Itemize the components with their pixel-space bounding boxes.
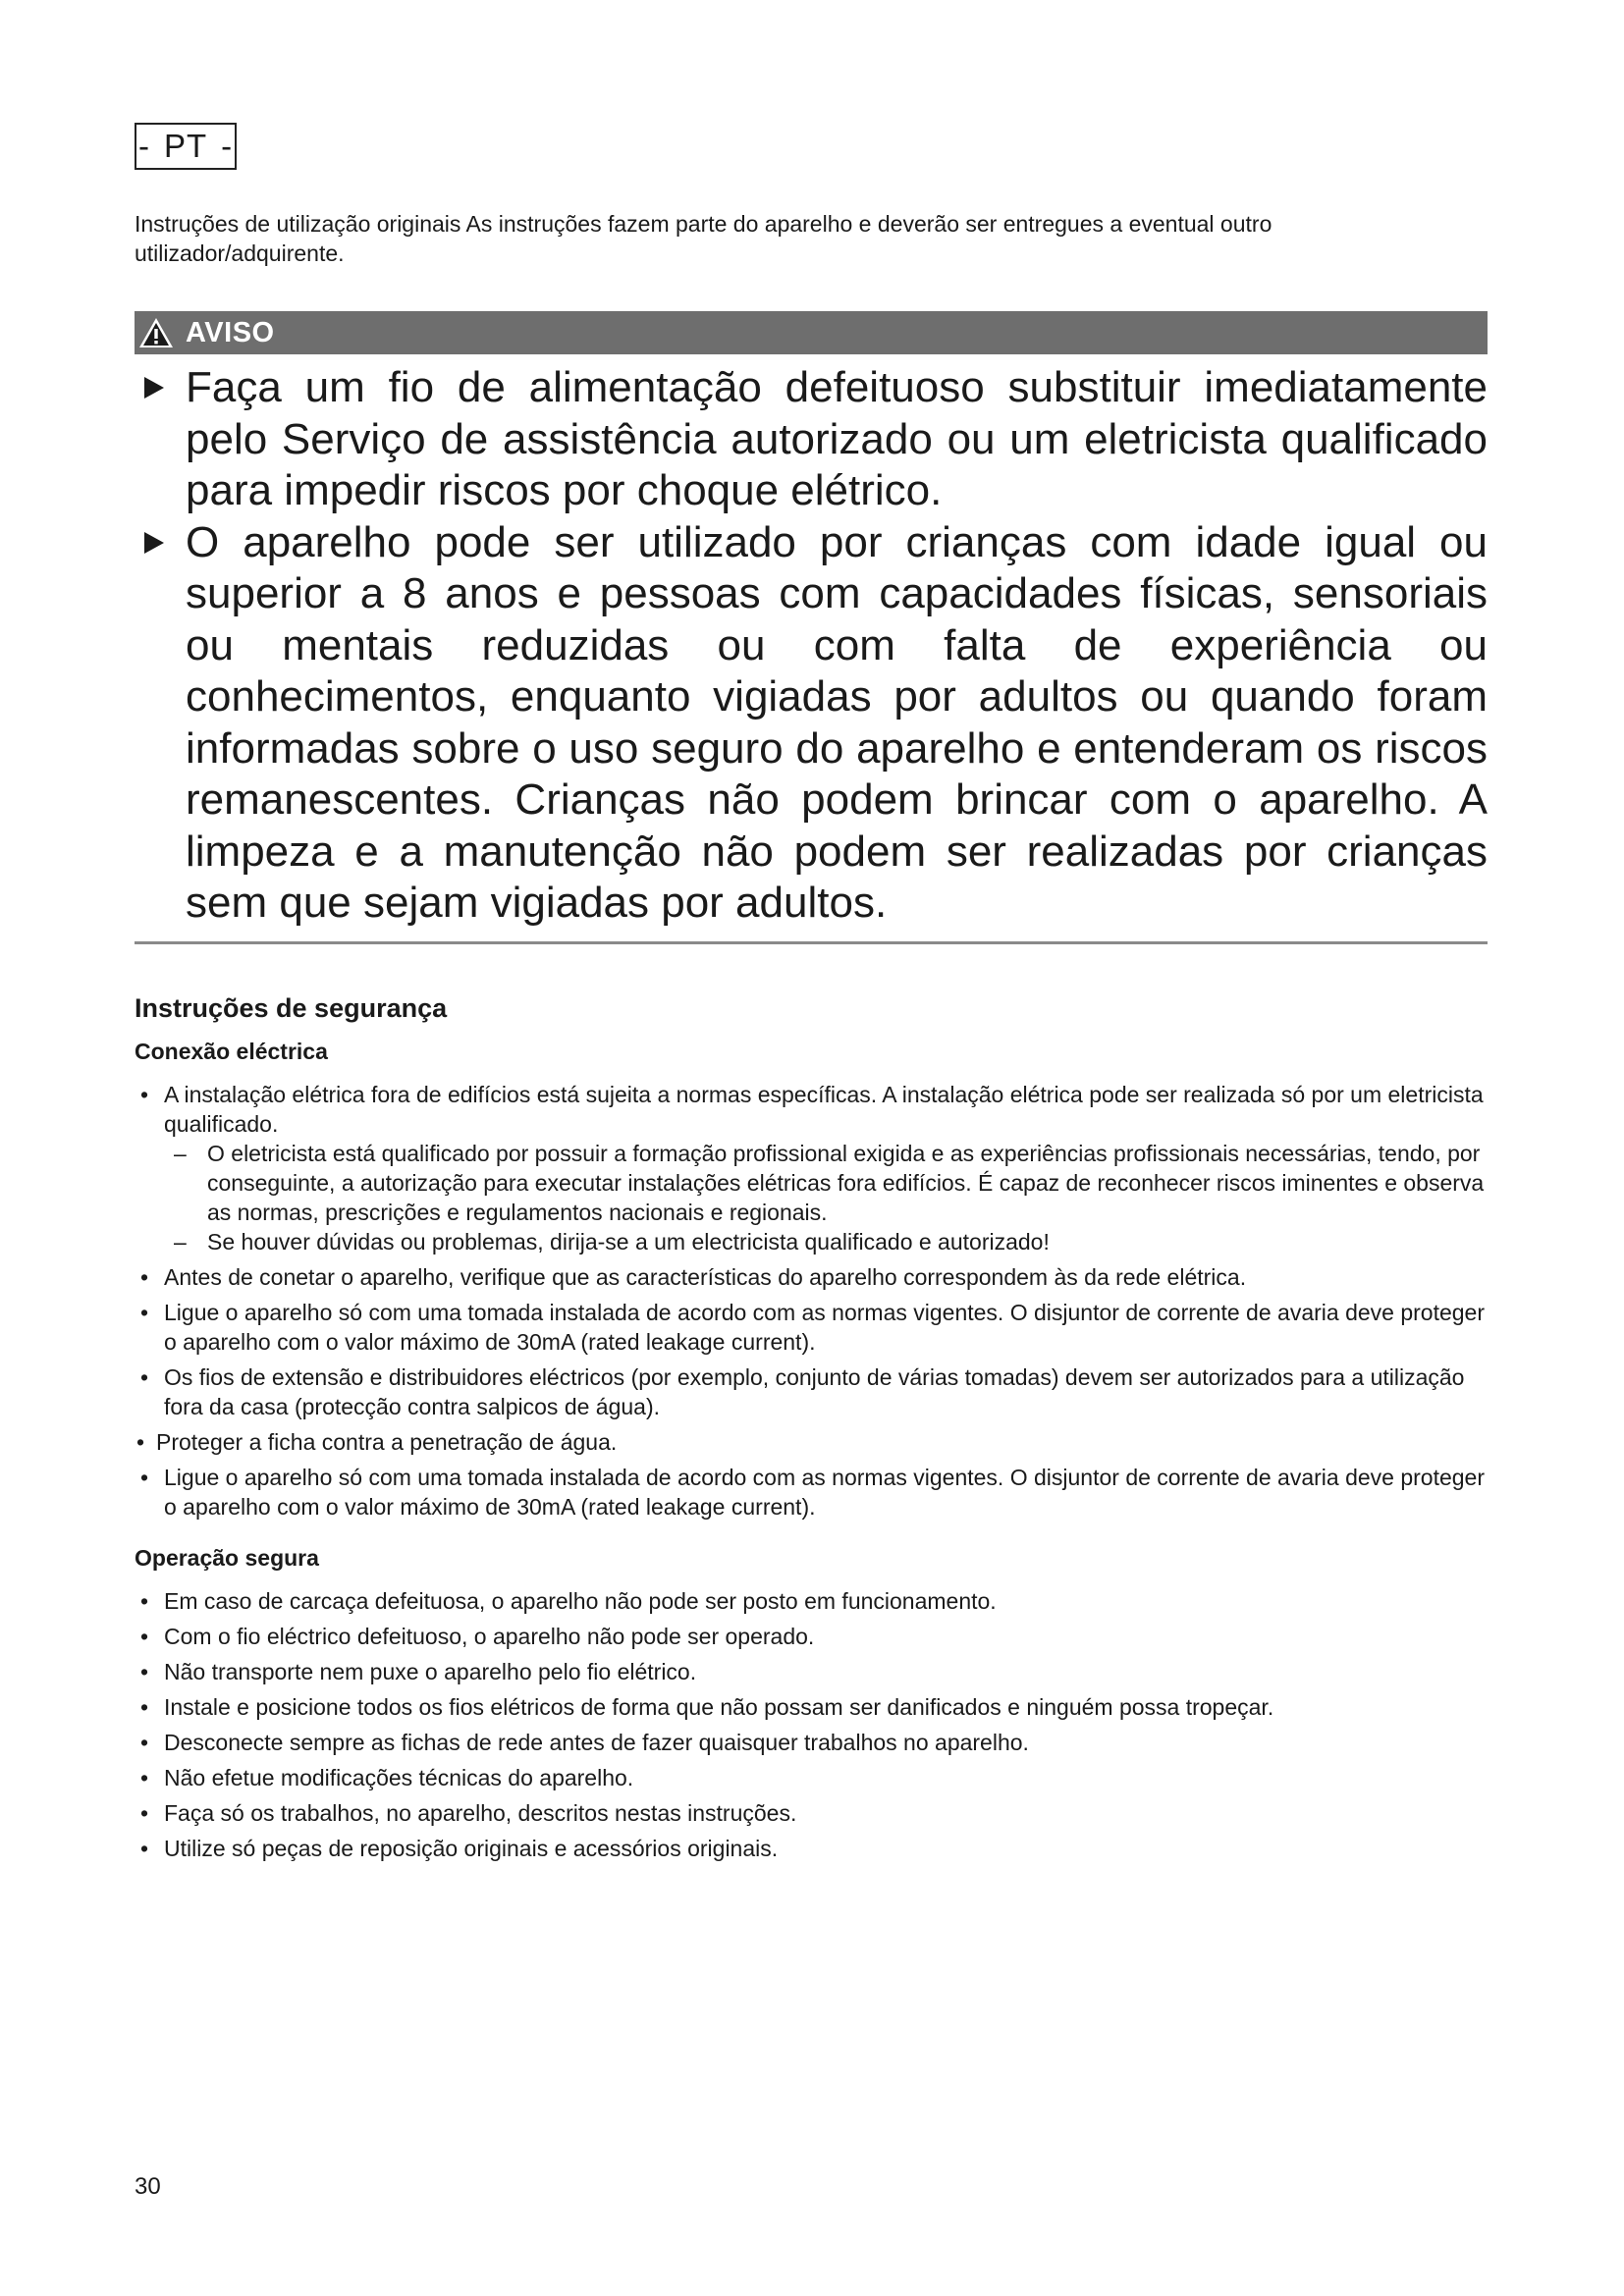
sub-list-item-text: O eletricista está qualificado por possuir a formação profissional exigida e as experiências profissionais necessárias, tendo, por conseguinte, a autorização para executar instalações elétricas fora edifícios. É capaz de reconhecer riscos iminentes e observa as normas, prescrições e regulamentos nacionais e regionais. (207, 1140, 1485, 1225)
list-item (135, 1798, 1488, 1828)
list-item (135, 1728, 1488, 1757)
intro-paragraph: Instruções de utilização originais As instruções fazem parte do aparelho e deverão ser entregues a eventual outro utilizador/adquirente. (135, 211, 1272, 266)
bullet-icon: • (140, 1729, 149, 1755)
manual-page (135, 123, 1488, 1869)
bullet-icon: • (140, 1263, 149, 1290)
warning-item-text: O aparelho pode ser utilizado por crianças com idade igual ou superior a 8 anos e pessoas com capacidades físicas, sensoriais ou mentais reduzidas ou com falta de experiência ou conhecimentos, enquanto vigiadas por adultos ou quando foram informadas sobre o uso seguro do aparelho e entenderam os riscos remanescentes. Crianças não podem brincar com o aparelho. A limpeza e a manutenção não podem ser realizadas por crianças sem que sejam vigiadas por adultos. (186, 517, 1488, 927)
list-item-text: Os fios de extensão e distribuidores eléctricos (por exemplo, conjunto de várias tomadas) devem ser autorizados para a utilização fora da casa (protecção contra salpicos de água). (164, 1363, 1465, 1419)
warning-item (135, 362, 1488, 517)
list-item-text: Utilize só peças de reposição originais e acessórios originais. (164, 1835, 779, 1861)
arrow-right-icon (144, 377, 164, 399)
sub-list-item-text: Se houver dúvidas ou problemas, dirija-se a um electricista qualificado e autorizado! (207, 1228, 1050, 1255)
list-item (135, 1622, 1488, 1651)
list-item-text: Ligue o aparelho só com uma tomada instalada de acordo com as normas vigentes. O disjuntor de corrente de avaria deve proteger o aparelho com o valor máximo de 30mA (rated leakage current). (164, 1464, 1485, 1520)
list-item (135, 1298, 1488, 1357)
language-tag-dash-left: - (138, 128, 150, 164)
electrical-list (135, 1080, 1488, 1522)
list-item-text: Faça só os trabalhos, no aparelho, descritos nestas instruções. (164, 1799, 797, 1826)
sub-list (164, 1139, 1488, 1256)
dash-icon: – (174, 1140, 187, 1166)
warning-bar (135, 311, 1488, 354)
warning-divider (135, 941, 1488, 944)
list-item-text: Ligue o aparelho só com uma tomada instalada de acordo com as normas vigentes. O disjuntor de corrente de avaria deve proteger o aparelho com o valor máximo de 30mA (rated leakage current). (164, 1299, 1485, 1355)
list-item (135, 1657, 1488, 1686)
list-item (135, 1586, 1488, 1616)
list-item (135, 1692, 1488, 1722)
bullet-icon: • (140, 1658, 149, 1684)
list-item (135, 1834, 1488, 1863)
list-item (135, 1080, 1488, 1256)
bullet-icon: • (136, 1428, 145, 1455)
dash-icon: – (174, 1228, 187, 1255)
page-number: 30 (135, 2173, 161, 2200)
arrow-right-icon (144, 532, 164, 554)
list-item-text: Instale e posicione todos os fios elétricos de forma que não possam ser danificados e ninguém possa tropeçar. (164, 1693, 1274, 1720)
subsection-title-electrical: Conexão eléctrica (135, 1038, 328, 1064)
warning-item-text: Faça um fio de alimentação defeituoso substituir imediatamente pelo Serviço de assistência autorizado ou um eletricista qualificado para impedir riscos por choque elétrico. (186, 363, 1488, 514)
bullet-icon: • (140, 1623, 149, 1649)
list-item (135, 1262, 1488, 1292)
bullet-icon: • (140, 1764, 149, 1790)
sub-list-item (174, 1227, 1488, 1256)
list-item (135, 1763, 1488, 1792)
subsection-title-operation: Operação segura (135, 1544, 319, 1571)
bullet-icon: • (140, 1299, 149, 1325)
list-item (135, 1427, 1488, 1457)
warning-list (135, 362, 1488, 930)
list-item-text: Com o fio eléctrico defeituoso, o aparelho não pode ser operado. (164, 1623, 815, 1649)
bullet-icon: • (140, 1464, 149, 1490)
bullet-icon: • (140, 1693, 149, 1720)
language-code: PT (164, 128, 208, 164)
list-item-text: Proteger a ficha contra a penetração de água. (156, 1428, 618, 1455)
list-item-text: Desconecte sempre as fichas de rede antes de fazer quaisquer trabalhos no aparelho. (164, 1729, 1029, 1755)
language-tag (135, 123, 237, 170)
list-item-text: A instalação elétrica fora de edifícios está sujeita a normas específicas. A instalação elétrica pode ser realizada só por um eletricista qualificado. (164, 1081, 1484, 1137)
bullet-icon: • (140, 1835, 149, 1861)
bullet-icon: • (140, 1363, 149, 1390)
list-item-text: Antes de conetar o aparelho, verifique que as características do aparelho correspondem às da rede elétrica. (164, 1263, 1247, 1290)
list-item (135, 1362, 1488, 1421)
sub-list-item (174, 1139, 1488, 1227)
section-title: Instruções de segurança (135, 992, 448, 1023)
list-item-text: Em caso de carcaça defeituosa, o aparelho não pode ser posto em funcionamento. (164, 1587, 997, 1614)
warning-item (135, 517, 1488, 930)
bullet-icon: • (140, 1799, 149, 1826)
warning-title: AVISO (186, 316, 275, 348)
operation-list (135, 1586, 1488, 1863)
list-item-text: Não efetue modificações técnicas do aparelho. (164, 1764, 634, 1790)
list-item-text: Não transporte nem puxe o aparelho pelo fio elétrico. (164, 1658, 697, 1684)
bullet-icon: • (140, 1587, 149, 1614)
language-tag-dash-right: - (221, 128, 234, 164)
warning-triangle-icon (138, 317, 174, 348)
bullet-icon: • (140, 1081, 149, 1107)
list-item (135, 1463, 1488, 1522)
